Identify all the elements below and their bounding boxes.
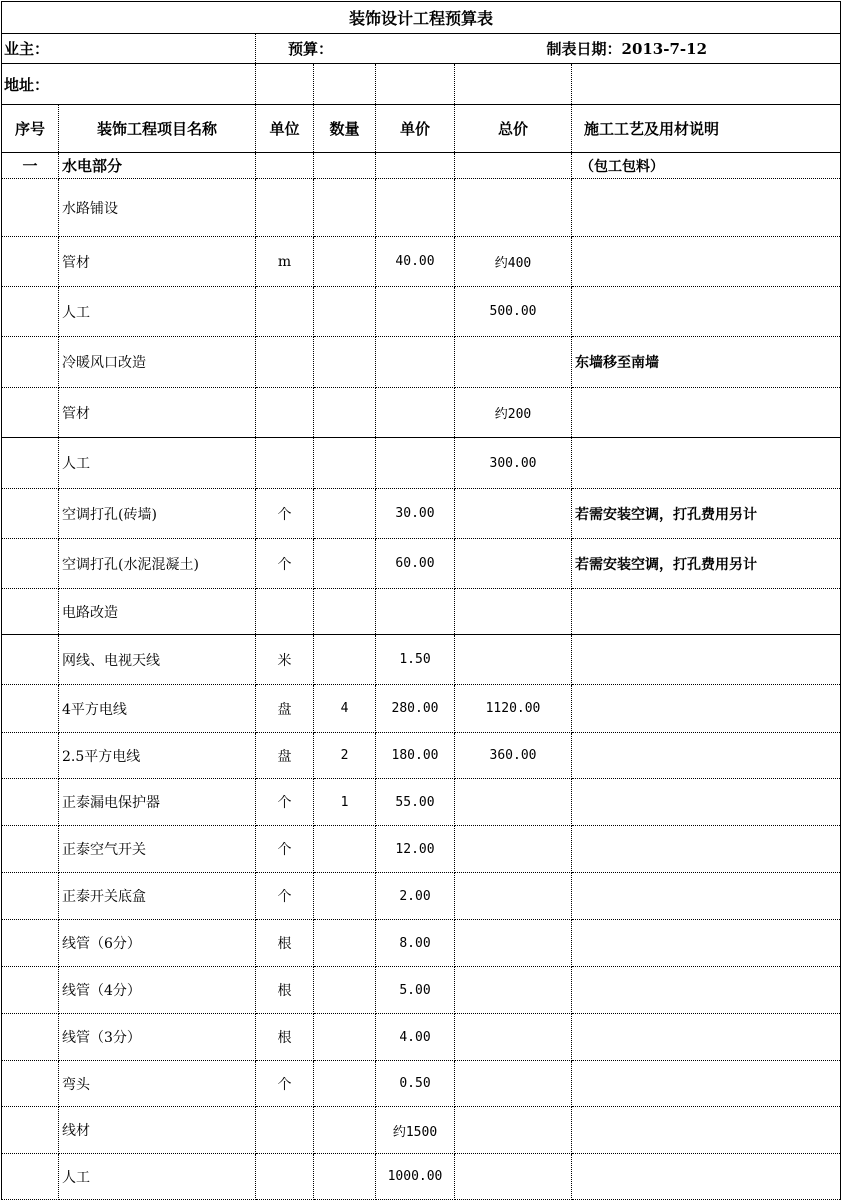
table-row (2, 635, 841, 685)
item-note (572, 733, 841, 779)
item-unit-price: 55.00 (376, 779, 455, 826)
item-quantity: 2 (314, 733, 376, 779)
item-name: 空调打孔(水泥混凝土) (59, 539, 256, 589)
item-unit (256, 1107, 314, 1154)
item-name: 线材 (59, 1107, 256, 1154)
item-note (572, 967, 841, 1014)
item-name: 人工 (59, 438, 256, 489)
item-note (572, 237, 841, 287)
budget-label: 预算： (256, 34, 455, 64)
item-quantity (314, 1061, 376, 1107)
item-note (572, 920, 841, 967)
table-row (2, 287, 841, 337)
item-unit: 根 (256, 1014, 314, 1061)
item-quantity (314, 1107, 376, 1154)
item-unit (256, 388, 314, 438)
item-note (572, 438, 841, 489)
item-note (572, 388, 841, 438)
item-unit-price: 4.00 (376, 1014, 455, 1061)
item-unit: 个 (256, 826, 314, 873)
row-index (2, 489, 59, 539)
item-unit-price: 5.00 (376, 967, 455, 1014)
item-name: 水路铺设 (59, 179, 256, 237)
row-index (2, 733, 59, 779)
header-unit: 单位 (256, 105, 314, 153)
row-index (2, 1107, 59, 1154)
table-row (2, 438, 841, 489)
item-unit-price: 2.00 (376, 873, 455, 920)
item-total (455, 179, 572, 237)
item-unit (256, 1154, 314, 1200)
address-cell (376, 64, 455, 105)
empty-cell (256, 153, 314, 179)
table-row (2, 826, 841, 873)
header-item-name: 装饰工程项目名称 (59, 105, 256, 153)
item-name: 冷暖风口改造 (59, 337, 256, 388)
item-unit: 盘 (256, 685, 314, 733)
header-unit-price: 单价 (376, 105, 455, 153)
item-total (455, 539, 572, 589)
address-cell (572, 64, 841, 105)
item-note (572, 1014, 841, 1061)
item-note (572, 1154, 841, 1200)
item-unit-price: 1.50 (376, 635, 455, 685)
item-unit-price: 8.00 (376, 920, 455, 967)
item-quantity (314, 237, 376, 287)
item-note (572, 287, 841, 337)
header-index: 序号 (2, 105, 59, 153)
item-name: 2.5平方电线 (59, 733, 256, 779)
item-unit-price (376, 438, 455, 489)
row-index (2, 237, 59, 287)
item-name: 正泰开关底盒 (59, 873, 256, 920)
item-name: 正泰漏电保护器 (59, 779, 256, 826)
item-unit-price: 1000.00 (376, 1154, 455, 1200)
row-index (2, 1014, 59, 1061)
item-name: 线管（4分） (59, 967, 256, 1014)
empty-cell (376, 153, 455, 179)
item-total (455, 1154, 572, 1200)
item-total: 500.00 (455, 287, 572, 337)
item-unit: 根 (256, 920, 314, 967)
table-row (2, 967, 841, 1014)
header-quantity: 数量 (314, 105, 376, 153)
item-quantity: 4 (314, 685, 376, 733)
item-name: 弯头 (59, 1061, 256, 1107)
table-row (2, 539, 841, 589)
row-index (2, 873, 59, 920)
item-unit: 个 (256, 779, 314, 826)
owner-label: 业主： (2, 34, 256, 64)
item-total (455, 779, 572, 826)
item-quantity (314, 1014, 376, 1061)
item-note (572, 589, 841, 635)
item-quantity (314, 539, 376, 589)
header-total: 总价 (455, 105, 572, 153)
row-index (2, 589, 59, 635)
item-quantity (314, 1154, 376, 1200)
empty-cell (455, 153, 572, 179)
item-note (572, 873, 841, 920)
item-quantity (314, 489, 376, 539)
table-row (2, 1107, 841, 1154)
section-name: 水电部分 (59, 153, 256, 179)
item-unit-price: 180.00 (376, 733, 455, 779)
section-row (2, 153, 841, 179)
row-index (2, 967, 59, 1014)
table-row (2, 779, 841, 826)
item-quantity (314, 635, 376, 685)
item-quantity (314, 337, 376, 388)
budget-table (1, 1, 841, 1200)
sheet-title: 装饰设计工程预算表 (2, 2, 841, 34)
item-unit-price: 30.00 (376, 489, 455, 539)
header-notes: 施工工艺及用材说明 (572, 105, 841, 153)
item-note (572, 1061, 841, 1107)
item-note (572, 179, 841, 237)
table-row (2, 685, 841, 733)
item-quantity (314, 967, 376, 1014)
item-quantity (314, 920, 376, 967)
item-quantity (314, 589, 376, 635)
item-unit-price: 60.00 (376, 539, 455, 589)
item-unit (256, 287, 314, 337)
row-index (2, 1154, 59, 1200)
item-unit (256, 179, 314, 237)
item-quantity (314, 826, 376, 873)
item-total (455, 589, 572, 635)
item-total (455, 1107, 572, 1154)
item-unit (256, 438, 314, 489)
item-name: 空调打孔(砖墙) (59, 489, 256, 539)
item-total (455, 635, 572, 685)
item-total (455, 873, 572, 920)
item-note: 东墙移至南墙 (572, 337, 841, 388)
item-total (455, 920, 572, 967)
item-note (572, 1107, 841, 1154)
row-index (2, 685, 59, 733)
item-quantity (314, 179, 376, 237)
item-unit-price (376, 337, 455, 388)
item-unit-price (376, 179, 455, 237)
item-total: 300.00 (455, 438, 572, 489)
table-row (2, 179, 841, 237)
item-name: 正泰空气开关 (59, 826, 256, 873)
item-unit: 个 (256, 1061, 314, 1107)
item-total (455, 826, 572, 873)
table-row (2, 873, 841, 920)
item-name: 管材 (59, 388, 256, 438)
item-name: 线管（6分） (59, 920, 256, 967)
item-unit-price (376, 287, 455, 337)
header-row (2, 105, 841, 153)
row-index (2, 388, 59, 438)
item-note (572, 635, 841, 685)
empty-cell (314, 153, 376, 179)
item-unit-price (376, 388, 455, 438)
item-unit: 个 (256, 873, 314, 920)
item-total: 360.00 (455, 733, 572, 779)
item-total: 约400 (455, 237, 572, 287)
item-quantity (314, 438, 376, 489)
table-row (2, 733, 841, 779)
address-cell (256, 64, 314, 105)
item-name: 管材 (59, 237, 256, 287)
item-rows (2, 179, 841, 1200)
item-name: 网线、电视天线 (59, 635, 256, 685)
table-row (2, 337, 841, 388)
item-total: 约200 (455, 388, 572, 438)
item-quantity (314, 287, 376, 337)
address-cell (455, 64, 572, 105)
table-row (2, 589, 841, 635)
row-index (2, 539, 59, 589)
item-unit-price (376, 589, 455, 635)
item-unit-price: 12.00 (376, 826, 455, 873)
item-unit-price: 40.00 (376, 237, 455, 287)
item-unit-price: 约1500 (376, 1107, 455, 1154)
item-quantity (314, 873, 376, 920)
item-total (455, 967, 572, 1014)
item-quantity: 1 (314, 779, 376, 826)
item-name: 电路改造 (59, 589, 256, 635)
item-note: 若需安装空调，打孔费用另计 (572, 539, 841, 589)
table-row (2, 489, 841, 539)
row-index (2, 826, 59, 873)
row-index (2, 438, 59, 489)
date-label: 制表日期：2013-7-12 (455, 34, 841, 64)
row-index (2, 287, 59, 337)
section-index: 一 (2, 153, 59, 179)
table-row (2, 237, 841, 287)
item-unit: 个 (256, 489, 314, 539)
address-label: 地址： (2, 64, 256, 105)
item-note (572, 779, 841, 826)
item-unit: 米 (256, 635, 314, 685)
item-unit: m (256, 237, 314, 287)
row-index (2, 1061, 59, 1107)
item-total (455, 489, 572, 539)
section-note: （包工包料） (572, 153, 841, 179)
address-cell (314, 64, 376, 105)
item-unit-price: 0.50 (376, 1061, 455, 1107)
row-index (2, 337, 59, 388)
item-unit-price: 280.00 (376, 685, 455, 733)
item-total (455, 1061, 572, 1107)
table-row (2, 1061, 841, 1107)
item-total (455, 1014, 572, 1061)
item-unit (256, 337, 314, 388)
row-index (2, 635, 59, 685)
table-row (2, 920, 841, 967)
item-total: 1120.00 (455, 685, 572, 733)
item-note (572, 685, 841, 733)
table-row (2, 388, 841, 438)
row-index (2, 179, 59, 237)
item-unit: 根 (256, 967, 314, 1014)
row-index (2, 920, 59, 967)
item-note (572, 826, 841, 873)
table-row (2, 1014, 841, 1061)
item-name: 人工 (59, 1154, 256, 1200)
item-unit (256, 589, 314, 635)
item-note: 若需安装空调，打孔费用另计 (572, 489, 841, 539)
item-total (455, 337, 572, 388)
item-name: 人工 (59, 287, 256, 337)
table-row (2, 1154, 841, 1200)
item-unit: 盘 (256, 733, 314, 779)
item-unit: 个 (256, 539, 314, 589)
item-quantity (314, 388, 376, 438)
row-index (2, 779, 59, 826)
item-name: 线管（3分） (59, 1014, 256, 1061)
item-name: 4平方电线 (59, 685, 256, 733)
